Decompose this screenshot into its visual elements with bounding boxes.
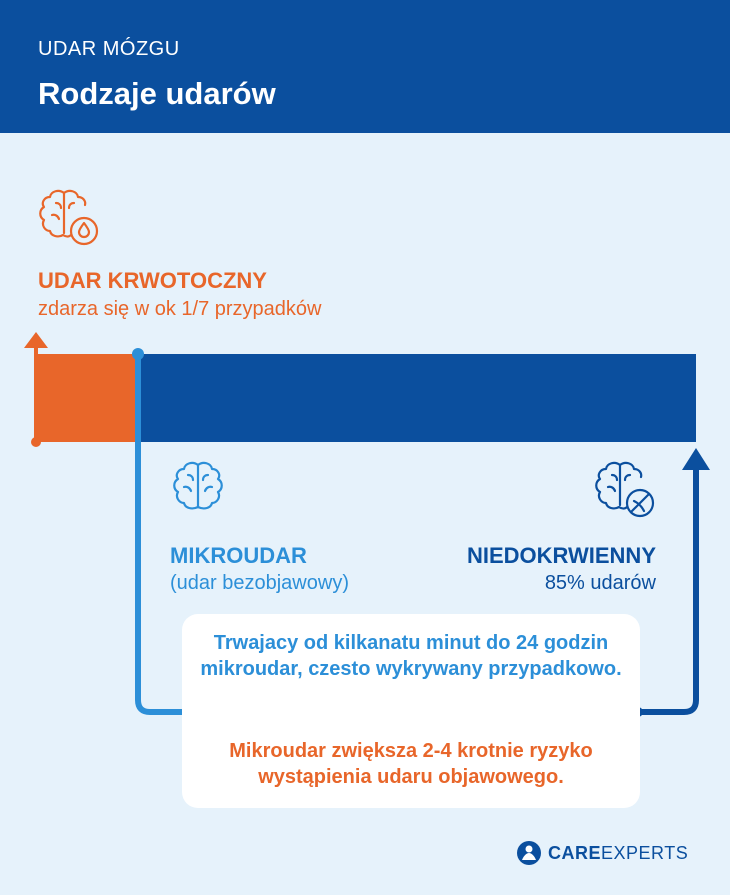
- hemorrhagic-title: UDAR KRWOTOCZNY: [38, 268, 267, 293]
- hemorrhagic-bar: [36, 354, 138, 442]
- careexperts-logo-icon: [516, 840, 542, 866]
- brain-blocked-vessel-icon: [590, 457, 662, 529]
- logo-experts-text: EXPERTS: [601, 842, 689, 863]
- careexperts-logo: [516, 840, 688, 866]
- ischemic-subtitle: 85% udarów: [544, 572, 656, 594]
- microstroke-description: Trwajacy od kilkanatu minut do 24 godzin mikroudar, czesto wykrywany przypadkowo.: [200, 632, 622, 680]
- hemorrhagic-subtitle: zdarza się w ok 1/7 przypadków: [38, 298, 322, 320]
- info-card: [182, 614, 640, 808]
- logo-care-text: CARE: [548, 842, 602, 863]
- page-title: Rodzaje udarów: [38, 76, 276, 111]
- brain-icon: [166, 457, 230, 529]
- ischemic-title: NIEDOKRWIENNY: [466, 543, 656, 568]
- header-kicker: UDAR MÓZGU: [38, 38, 180, 60]
- microstroke-title: MIKROUDAR: [170, 543, 307, 568]
- risk-statement: Mikroudar zwiększa 2-4 krotnie ryzyko wystąpienia udaru objawowego.: [229, 740, 593, 788]
- ischemic-bar: [138, 354, 696, 442]
- microstroke-subtitle: (udar bezobjawowy): [170, 572, 349, 594]
